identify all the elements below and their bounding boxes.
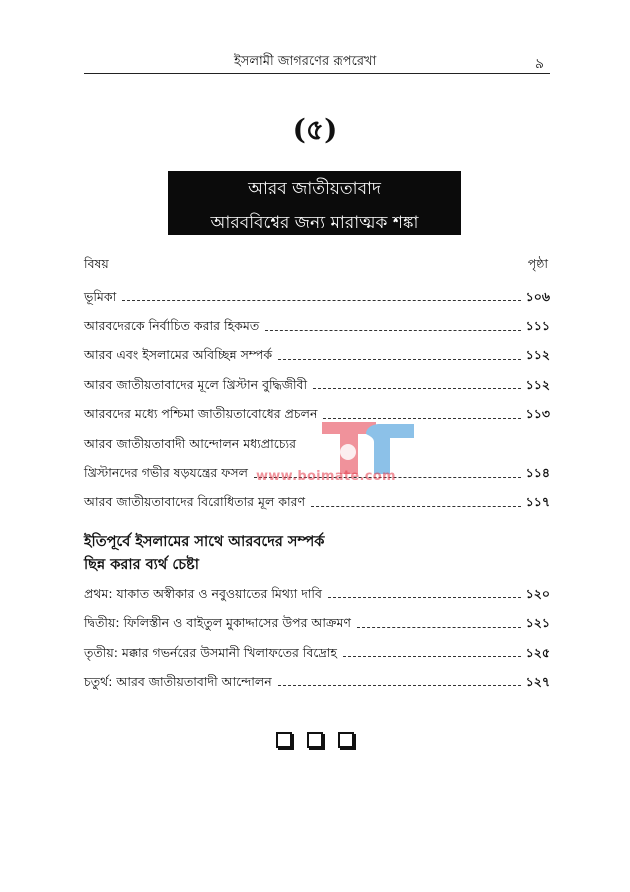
toc-entry bbox=[84, 640, 550, 669]
toc-entry bbox=[84, 372, 550, 401]
watermark-url: www.boimate.com bbox=[256, 469, 396, 484]
toc-entry-page: ১১৭ bbox=[525, 494, 550, 510]
toc-entry bbox=[84, 343, 550, 372]
toc-entry-page: ১০৬ bbox=[525, 288, 550, 304]
toc-header-page: পৃষ্ঠা bbox=[527, 256, 548, 271]
leader-dots bbox=[265, 330, 520, 331]
toc-entry bbox=[84, 581, 550, 610]
toc-entry-label: ভূমিকা bbox=[84, 288, 117, 304]
section-heading bbox=[84, 531, 550, 577]
leader-dots bbox=[343, 656, 521, 657]
square-bullet-icon bbox=[276, 732, 292, 748]
toc-entry-page: ১২০ bbox=[525, 585, 550, 601]
square-bullet-icon bbox=[307, 732, 323, 748]
toc-entry-label: প্রথম: যাকাত অস্বীকার ও নবুওয়াতের মিথ্যা দাবি bbox=[84, 585, 322, 601]
leader-dots bbox=[278, 359, 521, 360]
toc-entry-continued bbox=[84, 431, 550, 460]
section-heading-line-1: ইতিপূর্বে ইসলামের সাথে আরবদের সম্পর্ক bbox=[84, 534, 325, 551]
running-head bbox=[84, 50, 550, 74]
toc-entry-label: আরবদেরকে নির্বাচিত করার হিকমত bbox=[84, 318, 260, 334]
leader-dots bbox=[357, 627, 521, 628]
toc-entry-label: খ্রিস্টানদের গভীর ষড়যন্ত্রের ফসল bbox=[84, 465, 248, 481]
toc-entry-page: ১১৩ bbox=[525, 406, 550, 422]
toc-entry-label: আরব জাতীয়তাবাদের মূলে খ্রিস্টান বুদ্ধিজীবী bbox=[84, 376, 308, 392]
toc-entry-page: ১১২ bbox=[525, 376, 550, 392]
chapter-title-line-1: আরব জাতীয়তাবাদ bbox=[248, 179, 381, 199]
chapter-title-box bbox=[168, 171, 461, 235]
header-rule bbox=[84, 73, 550, 74]
toc-entry-label: আরব এবং ইসলামের অবিচ্ছিন্ন সম্পর্ক bbox=[84, 347, 273, 363]
toc-entry-page: ১২৭ bbox=[525, 673, 550, 689]
toc-entry-label: তৃতীয়: মক্কার গভর্নরের উসমানী খিলাফতের বিদ্রোহ bbox=[84, 644, 337, 660]
leader-dots bbox=[328, 597, 521, 598]
end-of-section-marks bbox=[0, 732, 630, 753]
leader-dots bbox=[313, 388, 521, 389]
square-bullet-icon bbox=[338, 732, 354, 748]
toc-entry bbox=[84, 490, 550, 519]
chapter-number: (৫) bbox=[292, 113, 338, 146]
toc-entry-page: ১১৪ bbox=[525, 465, 550, 481]
chapter-title-line-2: আরববিশ্বের জন্য মারাত্মক শঙ্কা bbox=[210, 213, 419, 233]
section-heading-line-2: ছিন্ন করার ব্যর্থ চেষ্টা bbox=[84, 557, 199, 574]
toc-entry bbox=[84, 402, 550, 431]
toc-entry-page: ১১২ bbox=[525, 347, 550, 363]
running-title: ইসলামী জাগরণের রূপরেখা bbox=[234, 54, 377, 69]
toc-entry-label: আরব জাতীয়তাবাদের বিরোধিতার মূল কারণ bbox=[84, 494, 306, 510]
toc-header bbox=[84, 256, 550, 284]
toc-header-subject: বিষয় bbox=[84, 256, 109, 271]
toc-entry-label: আরব জাতীয়তাবাদী আন্দোলন মধ্যপ্রাচ্যের bbox=[84, 435, 297, 451]
leader-dots bbox=[311, 506, 521, 507]
toc-entry bbox=[84, 284, 550, 313]
toc-entry-page: ১২১ bbox=[525, 615, 550, 631]
toc-entry bbox=[84, 313, 550, 342]
page-number: ৯ bbox=[534, 56, 544, 72]
toc-entry-page: ১২৫ bbox=[525, 644, 550, 660]
toc-entry-label: আরবদের মধ্যে পশ্চিমা জাতীয়তাবোধের প্রচলন bbox=[84, 406, 318, 422]
toc-entry bbox=[84, 611, 550, 640]
toc-entry-label: দ্বিতীয়: ফিলিস্তীন ও বাইতুল মুকাদ্দাসের উপর আক্রমণ bbox=[84, 615, 351, 631]
toc-entry-page: ১১১ bbox=[525, 318, 550, 334]
leader-dots bbox=[278, 685, 521, 686]
toc-entry bbox=[84, 669, 550, 698]
toc-entry-label: চতুর্থ: আরব জাতীয়তাবাদী আন্দোলন bbox=[84, 673, 272, 689]
leader-dots bbox=[122, 300, 520, 301]
